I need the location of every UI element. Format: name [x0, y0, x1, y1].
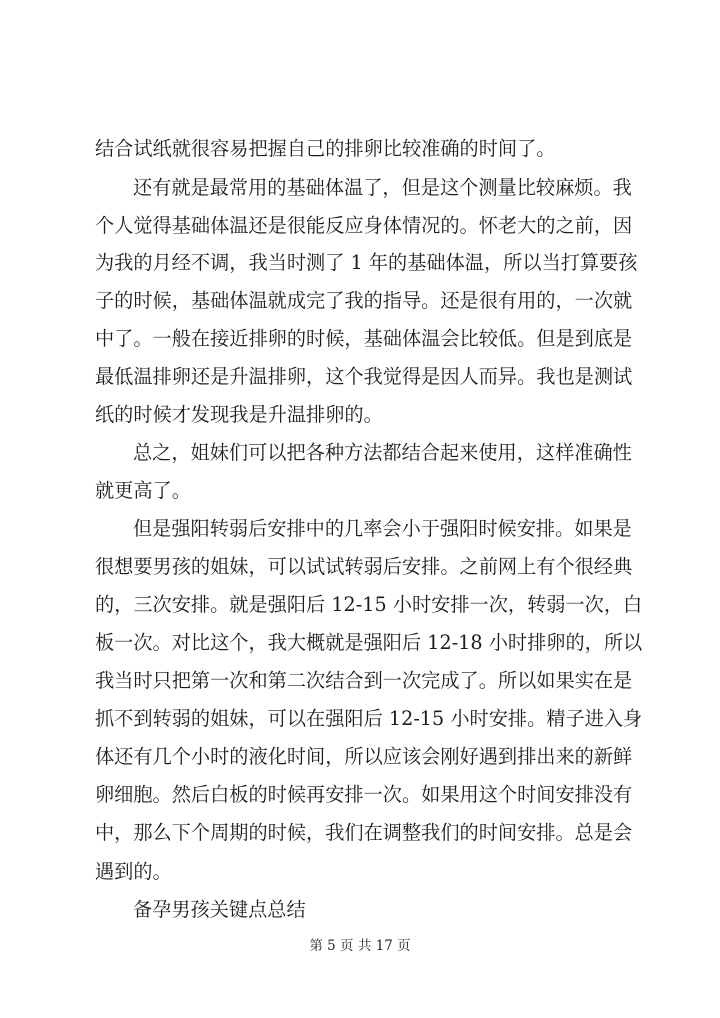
- body-text-line: 体还有几个小时的液化时间，所以应该会刚好遇到排出来的新鲜: [95, 745, 633, 768]
- paragraph-first-line: 总之，姐妹们可以把各种方法都结合起来使用，这样准确性: [133, 441, 632, 464]
- body-text-line: 最低温排卵还是升温排卵，这个我觉得是因人而异。我也是测试: [95, 365, 633, 388]
- body-text-line: 中了。一般在接近排卵的时候，基础体温会比较低。但是到底是: [95, 327, 633, 350]
- page-number-footer: 第 5 页 共 17 页: [309, 938, 411, 954]
- body-text-line: 子的时候，基础体温就成完了我的指导。还是很有用的，一次就: [95, 289, 633, 312]
- paragraph-first-line: 还有就是最常用的基础体温了，但是这个测量比较麻烦。我: [133, 176, 632, 199]
- body-text-line: 卵细胞。然后白板的时候再安排一次。如果用这个时间安排没有: [95, 783, 633, 806]
- body-text-line: 结合试纸就很容易把握自己的排卵比较准确的时间了。: [95, 137, 556, 160]
- body-text-line: 为我的月经不调，我当时测了 1 年的基础体温，所以当打算要孩: [95, 251, 638, 274]
- paragraph-first-line: 但是强阳转弱后安排中的几率会小于强阳时候安排。如果是: [133, 517, 632, 540]
- section-heading: 备孕男孩关键点总结: [133, 898, 306, 921]
- body-text-line: 板一次。对比这个，我大概就是强阳后 12-18 小时排卵的，所以: [95, 631, 643, 654]
- body-text-line: 个人觉得基础体温还是很能反应身体情况的。怀老大的之前，因: [95, 214, 633, 237]
- body-text-line: 就更高了。: [95, 479, 191, 502]
- body-text-line: 我当时只把第一次和第二次结合到一次完成了。所以如果实在是: [95, 669, 633, 692]
- body-text-line: 遇到的。: [95, 860, 172, 883]
- body-text-line: 很想要男孩的姐妹，可以试试转弱后安排。之前网上有个很经典: [95, 555, 633, 578]
- body-text-line: 纸的时候才发现我是升温排卵的。: [95, 403, 383, 426]
- body-text-line: 的，三次安排。就是强阳后 12-15 小时安排一次，转弱一次，白: [95, 593, 643, 616]
- body-text-line: 抓不到转弱的姐妹，可以在强阳后 12-15 小时安排。精子进入身: [95, 707, 643, 730]
- body-text-line: 中，那么下个周期的时候，我们在调整我们的时间安排。总是会: [95, 821, 633, 844]
